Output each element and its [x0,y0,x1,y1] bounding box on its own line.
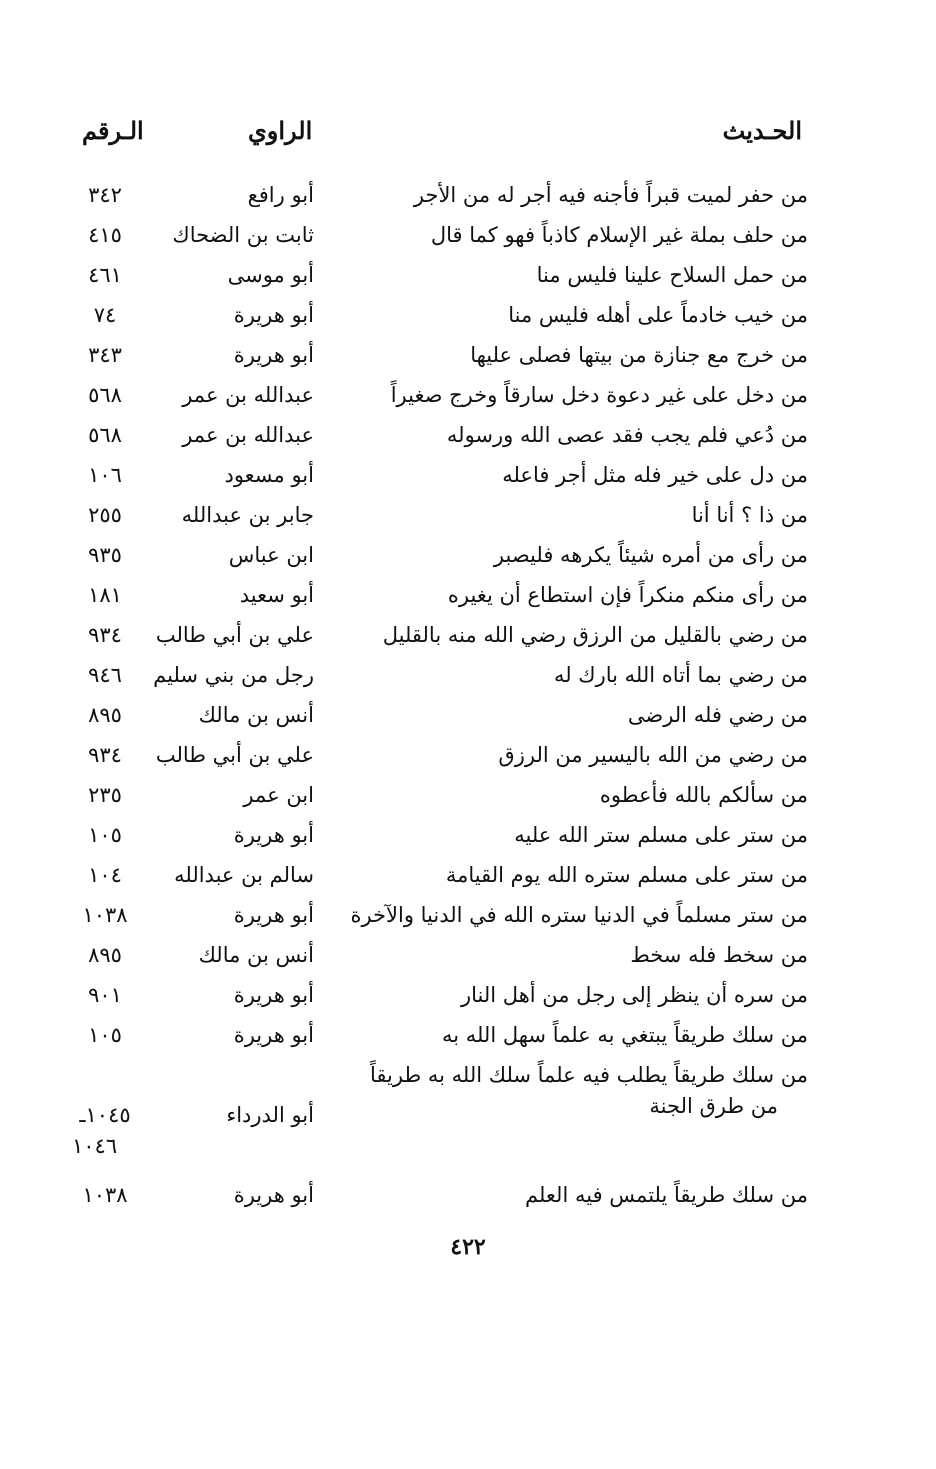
hadith-text: من ستر على مسلم ستر الله عليه [514,823,808,847]
hadith-number: ١٠٣٨ [82,903,128,927]
narrator-name: رجل من بني سليم [153,663,314,687]
hadith-text: من حلف بملة غير الإسلام كاذباً فهو كما قال [430,223,808,247]
hadith-text: من سألكم بالله فأعطوه [599,783,808,807]
narrator-name: أبو سعيد [239,583,314,607]
table-row [0,816,936,854]
hadith-text: من دل على خير فله مثل أجر فاعله [502,463,808,487]
narrator-name: أبو هريرة [233,823,314,847]
narrator-name: أبو هريرة [233,343,314,367]
table-row [0,536,936,574]
hadith-text: من ستر على مسلم ستره الله يوم القيامة [445,863,808,887]
narrator-name: عبدالله بن عمر [182,423,314,447]
hadith-text: من سلك طريقاً يبتغي به علماً سهل الله به [441,1023,808,1047]
table-row [0,496,936,534]
narrator-name: أبو هريرة [233,303,314,327]
narrator-name: أبو هريرة [233,1023,314,1047]
hadith-number: ٤١٥ [88,223,122,247]
hadith-text: من دخل على غير دعوة دخل سارقاً وخرج صغيراً [390,383,808,407]
narrator-name: أبو الدرداء [226,1103,314,1127]
table-row [0,1176,936,1214]
hadith-number: ٧٤ [93,303,117,327]
table-row-continuation [0,1096,936,1134]
hadith-number: ٩٤٦ [88,663,122,687]
narrator-name: أبو موسى [227,263,314,287]
hadith-text: من خيب خادماً على أهله فليس منا [508,303,808,327]
narrator-name: علي بن أبي طالب [155,743,314,767]
table-row [0,1016,936,1054]
narrator-name: علي بن أبي طالب [155,623,314,647]
narrator-name: أبو هريرة [233,983,314,1007]
table-row [0,416,936,454]
hadith-number: ٩٣٤ [88,743,122,767]
narrator-name: أنس بن مالك [198,703,314,727]
narrator-name: أبو مسعود [224,463,314,487]
hadith-text: من سلك طريقاً يلتمس فيه العلم [525,1183,808,1207]
table-row [0,1056,936,1094]
hadith-text: من سره أن ينظر إلى رجل من أهل النار [461,983,808,1007]
header-hadith: الحـديث [722,116,802,145]
narrator-name: سالم بن عبدالله [174,863,314,887]
hadith-text: من رضي بالقليل من الرزق رضي الله منه بالقليل [382,623,808,647]
hadith-number: ٣٤٣ [88,343,122,367]
narrator-name: أبو هريرة [233,1183,314,1207]
hadith-number: ٢٥٥ [88,503,122,527]
narrator-name: أبو رافع [247,183,314,207]
narrator-name: ابن عباس [228,543,314,567]
hadith-number: ٩٣٤ [88,623,122,647]
hadith-text: من ذا ؟ أنا أنا [691,503,808,527]
hadith-number: ١٠٦ [88,463,122,487]
table-row [0,456,936,494]
hadith-number: ٢٣٥ [88,783,122,807]
narrator-name: جابر بن عبدالله [181,503,314,527]
hadith-number: ١٠٥ [88,1023,122,1047]
narrator-name: عبدالله بن عمر [182,383,314,407]
hadith-number: ٩٣٥ [88,543,122,567]
hadith-text: من رضي من الله باليسير من الرزق [498,743,808,767]
table-row [0,936,936,974]
hadith-number: ١٨١ [88,583,122,607]
table-row [0,336,936,374]
hadith-text: من خرج مع جنازة من بيتها فصلى عليها [470,343,808,367]
hadith-number: ١٠٤٥ـ [79,1103,131,1127]
hadith-text: من رأى منكم منكراً فإن استطاع أن يغيره [447,583,808,607]
table-row [0,256,936,294]
table-row [0,736,936,774]
table-row [0,296,936,334]
narrator-name: أبو هريرة [233,903,314,927]
table-row [0,896,936,934]
hadith-number-continuation: ١٠٤٦ [72,1134,118,1158]
hadith-text: من رضي بما أتاه الله بارك له [553,663,808,687]
hadith-number: ٩٠١ [88,983,122,1007]
hadith-number: ٣٤٢ [88,183,122,207]
table-row [0,176,936,214]
header-narrator: الراوي [248,116,313,145]
table-row [0,216,936,254]
hadith-number: ٥٦٨ [88,383,122,407]
header-number: الـرقم [82,116,144,145]
hadith-number: ٨٩٥ [88,943,122,967]
hadith-number: ٥٦٨ [88,423,122,447]
hadith-text: من رأى من أمره شيئاً يكرهه فليصبر [493,543,808,567]
table-row [0,656,936,694]
narrator-name: ثابت بن الضحاك [172,223,314,247]
table-row [0,616,936,654]
table-row [0,696,936,734]
table-row [0,576,936,614]
hadith-text: من سلك طريقاً يطلب فيه علماً سلك الله به طريقاً [370,1063,808,1087]
hadith-text: من ستر مسلماً في الدنيا ستره الله في الدنيا والآخرة [350,903,808,927]
hadith-number: ١٠٤ [88,863,122,887]
hadith-text: من حفر لميت قبراً فأجنه فيه أجر له من الأجر [413,183,808,207]
hadith-text: من دُعي فلم يجب فقد عصى الله ورسوله [446,423,808,447]
table-row [0,976,936,1014]
table-row [0,856,936,894]
table-row [0,376,936,414]
page-number: ٤٢٢ [450,1234,486,1260]
narrator-name: أنس بن مالك [198,943,314,967]
narrator-name: ابن عمر [243,783,314,807]
hadith-number: ١٠٥ [88,823,122,847]
hadith-number: ٤٦١ [88,263,122,287]
hadith-number: ٨٩٥ [88,703,122,727]
table-row [0,776,936,814]
hadith-number: ١٠٣٨ [82,1183,128,1207]
hadith-text: من حمل السلاح علينا فليس منا [536,263,808,287]
hadith-text-continuation: من طرق الجنة [649,1094,778,1118]
hadith-text: من سخط فله سخط [630,943,808,967]
hadith-text: من رضي فله الرضى [627,703,808,727]
